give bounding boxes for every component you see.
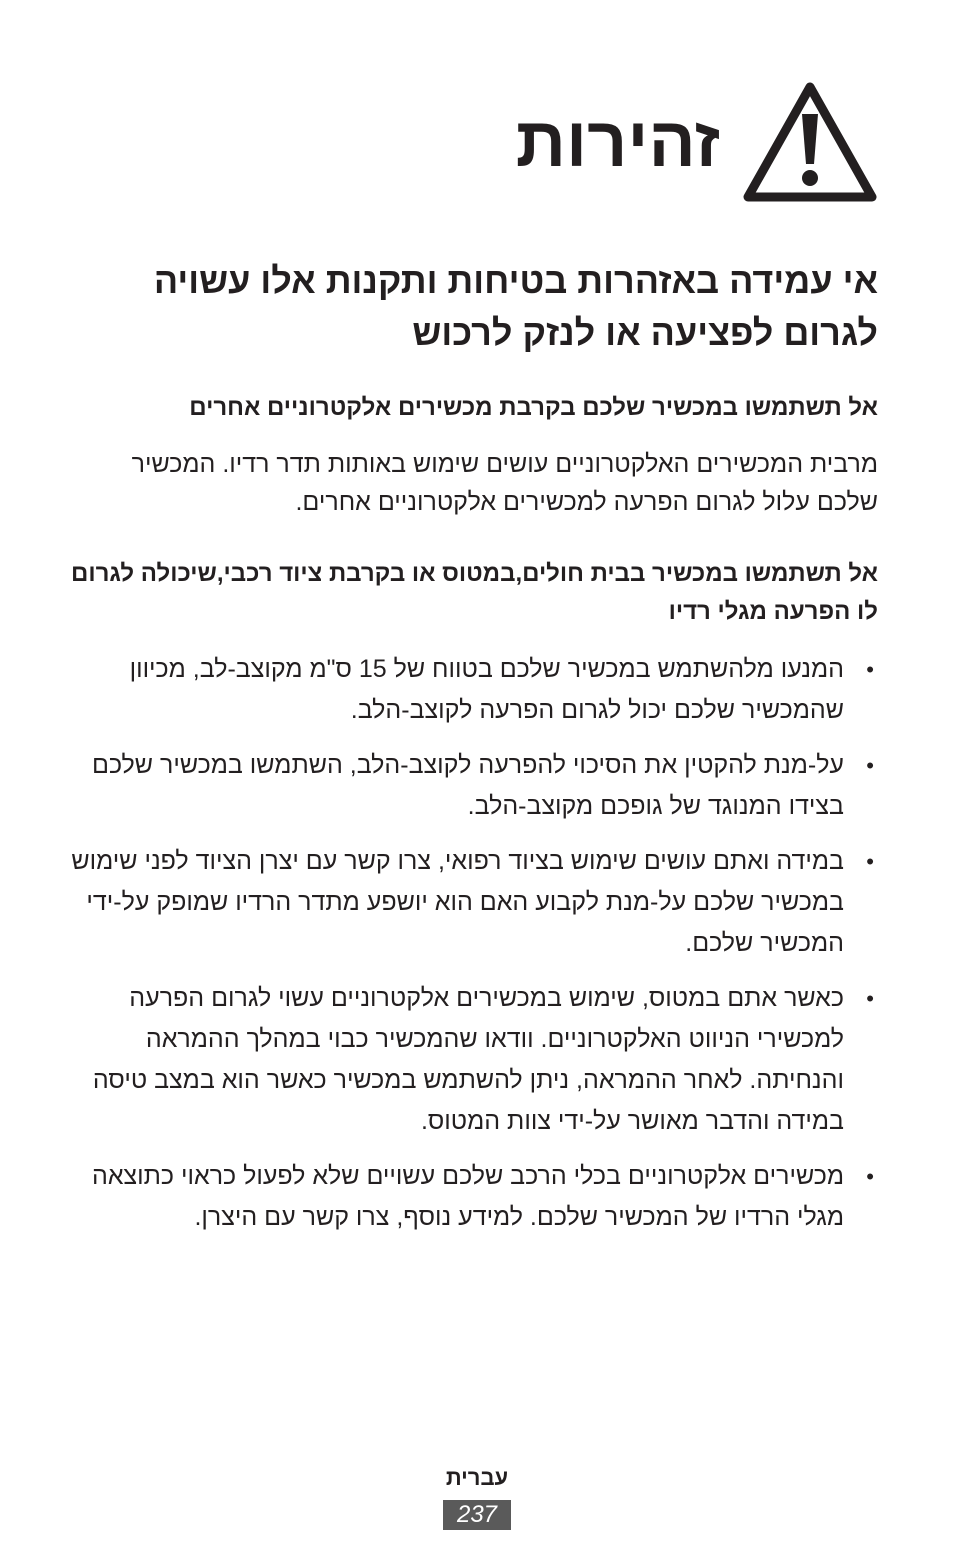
section-heading-electronic-devices: אל תשתמשו במכשיר שלכם בקרבת מכשירים אלקטרוניים אחרים xyxy=(189,394,878,421)
page-title: זהירות xyxy=(515,103,720,181)
bullet-list xyxy=(70,649,878,1238)
page-footer xyxy=(0,1462,954,1530)
page-content xyxy=(70,255,878,1252)
page-number: 237 xyxy=(443,1500,511,1530)
section-paragraph-electronic-devices: מרבית המכשירים האלקטרוניים עושים שימוש באותות תדר רדיו. המכשיר שלכם עלול לגרום הפרעה למכשירים אלקטרוניים אחרים. xyxy=(131,450,878,516)
list-item-text: המנעו מלהשתמש במכשיר שלכם בטווח של 15 ס"מ מקוצב-לב, מכיוון שהמכשיר שלכם יכול לגרום הפרעה לקוצב-הלב. xyxy=(129,655,844,724)
section-heading-hospital-aircraft: אל תשתמשו במכשיר בבית חולים,במטוס או בקרבת ציוד רכבי,שיכולה לגרום לו הפרעה מגלי רדיו xyxy=(71,560,878,625)
list-item-text: כאשר אתם במטוס, שימוש במכשירים אלקטרוניים עשוי לגרום הפרעה למכשירי הניווט האלקטרוניים. וודאו שהמכשיר כבוי במהלך ההמראה והנחיתה. לאחר ההמראה, ניתן להשתמש במכשיר כאשר הוא במצב טיסה במידה והדבר מאושר על-ידי צוות המטוס. xyxy=(92,984,844,1135)
list-item xyxy=(70,1156,878,1238)
list-item xyxy=(70,745,878,827)
footer-language: עברית xyxy=(445,1465,509,1490)
warning-icon xyxy=(742,80,878,204)
list-item-text: מכשירים אלקטרוניים בכלי הרכב שלכם עשויים שלא לפעול כראוי כתוצאה מגלי הרדיו של המכשיר שלכם. למידע נוסף, צרו קשר עם היצרן. xyxy=(92,1162,844,1231)
list-item-text: במידה ואתם עושים שימוש בציוד רפואי, צרו קשר עם יצרן הציוד לפני שימוש במכשיר שלכם על-מנת לקבוע האם הוא יושפע מתדר הרדיו שמופק על-ידי המכשיר שלכם. xyxy=(71,847,844,957)
list-item-text: על-מנת להקטין את הסיכוי להפרעה לקוצב-הלב, השתמשו במכשיר שלכם בצידו המנוגד של גופכם מקוצב-הלב. xyxy=(91,751,844,820)
page-header xyxy=(516,80,878,204)
list-item xyxy=(70,649,878,731)
bullet-icon: • xyxy=(866,657,874,682)
list-item xyxy=(70,841,878,964)
bullet-icon: • xyxy=(866,1164,874,1189)
bullet-icon: • xyxy=(866,849,874,874)
bullet-icon: • xyxy=(866,753,874,778)
warning-subtitle: אי עמידה באזהרות בטיחות ותקנות אלו עשויה לגרום לפציעה או לנזק לרכוש xyxy=(153,260,878,353)
bullet-icon: • xyxy=(866,986,874,1011)
list-item xyxy=(70,978,878,1142)
